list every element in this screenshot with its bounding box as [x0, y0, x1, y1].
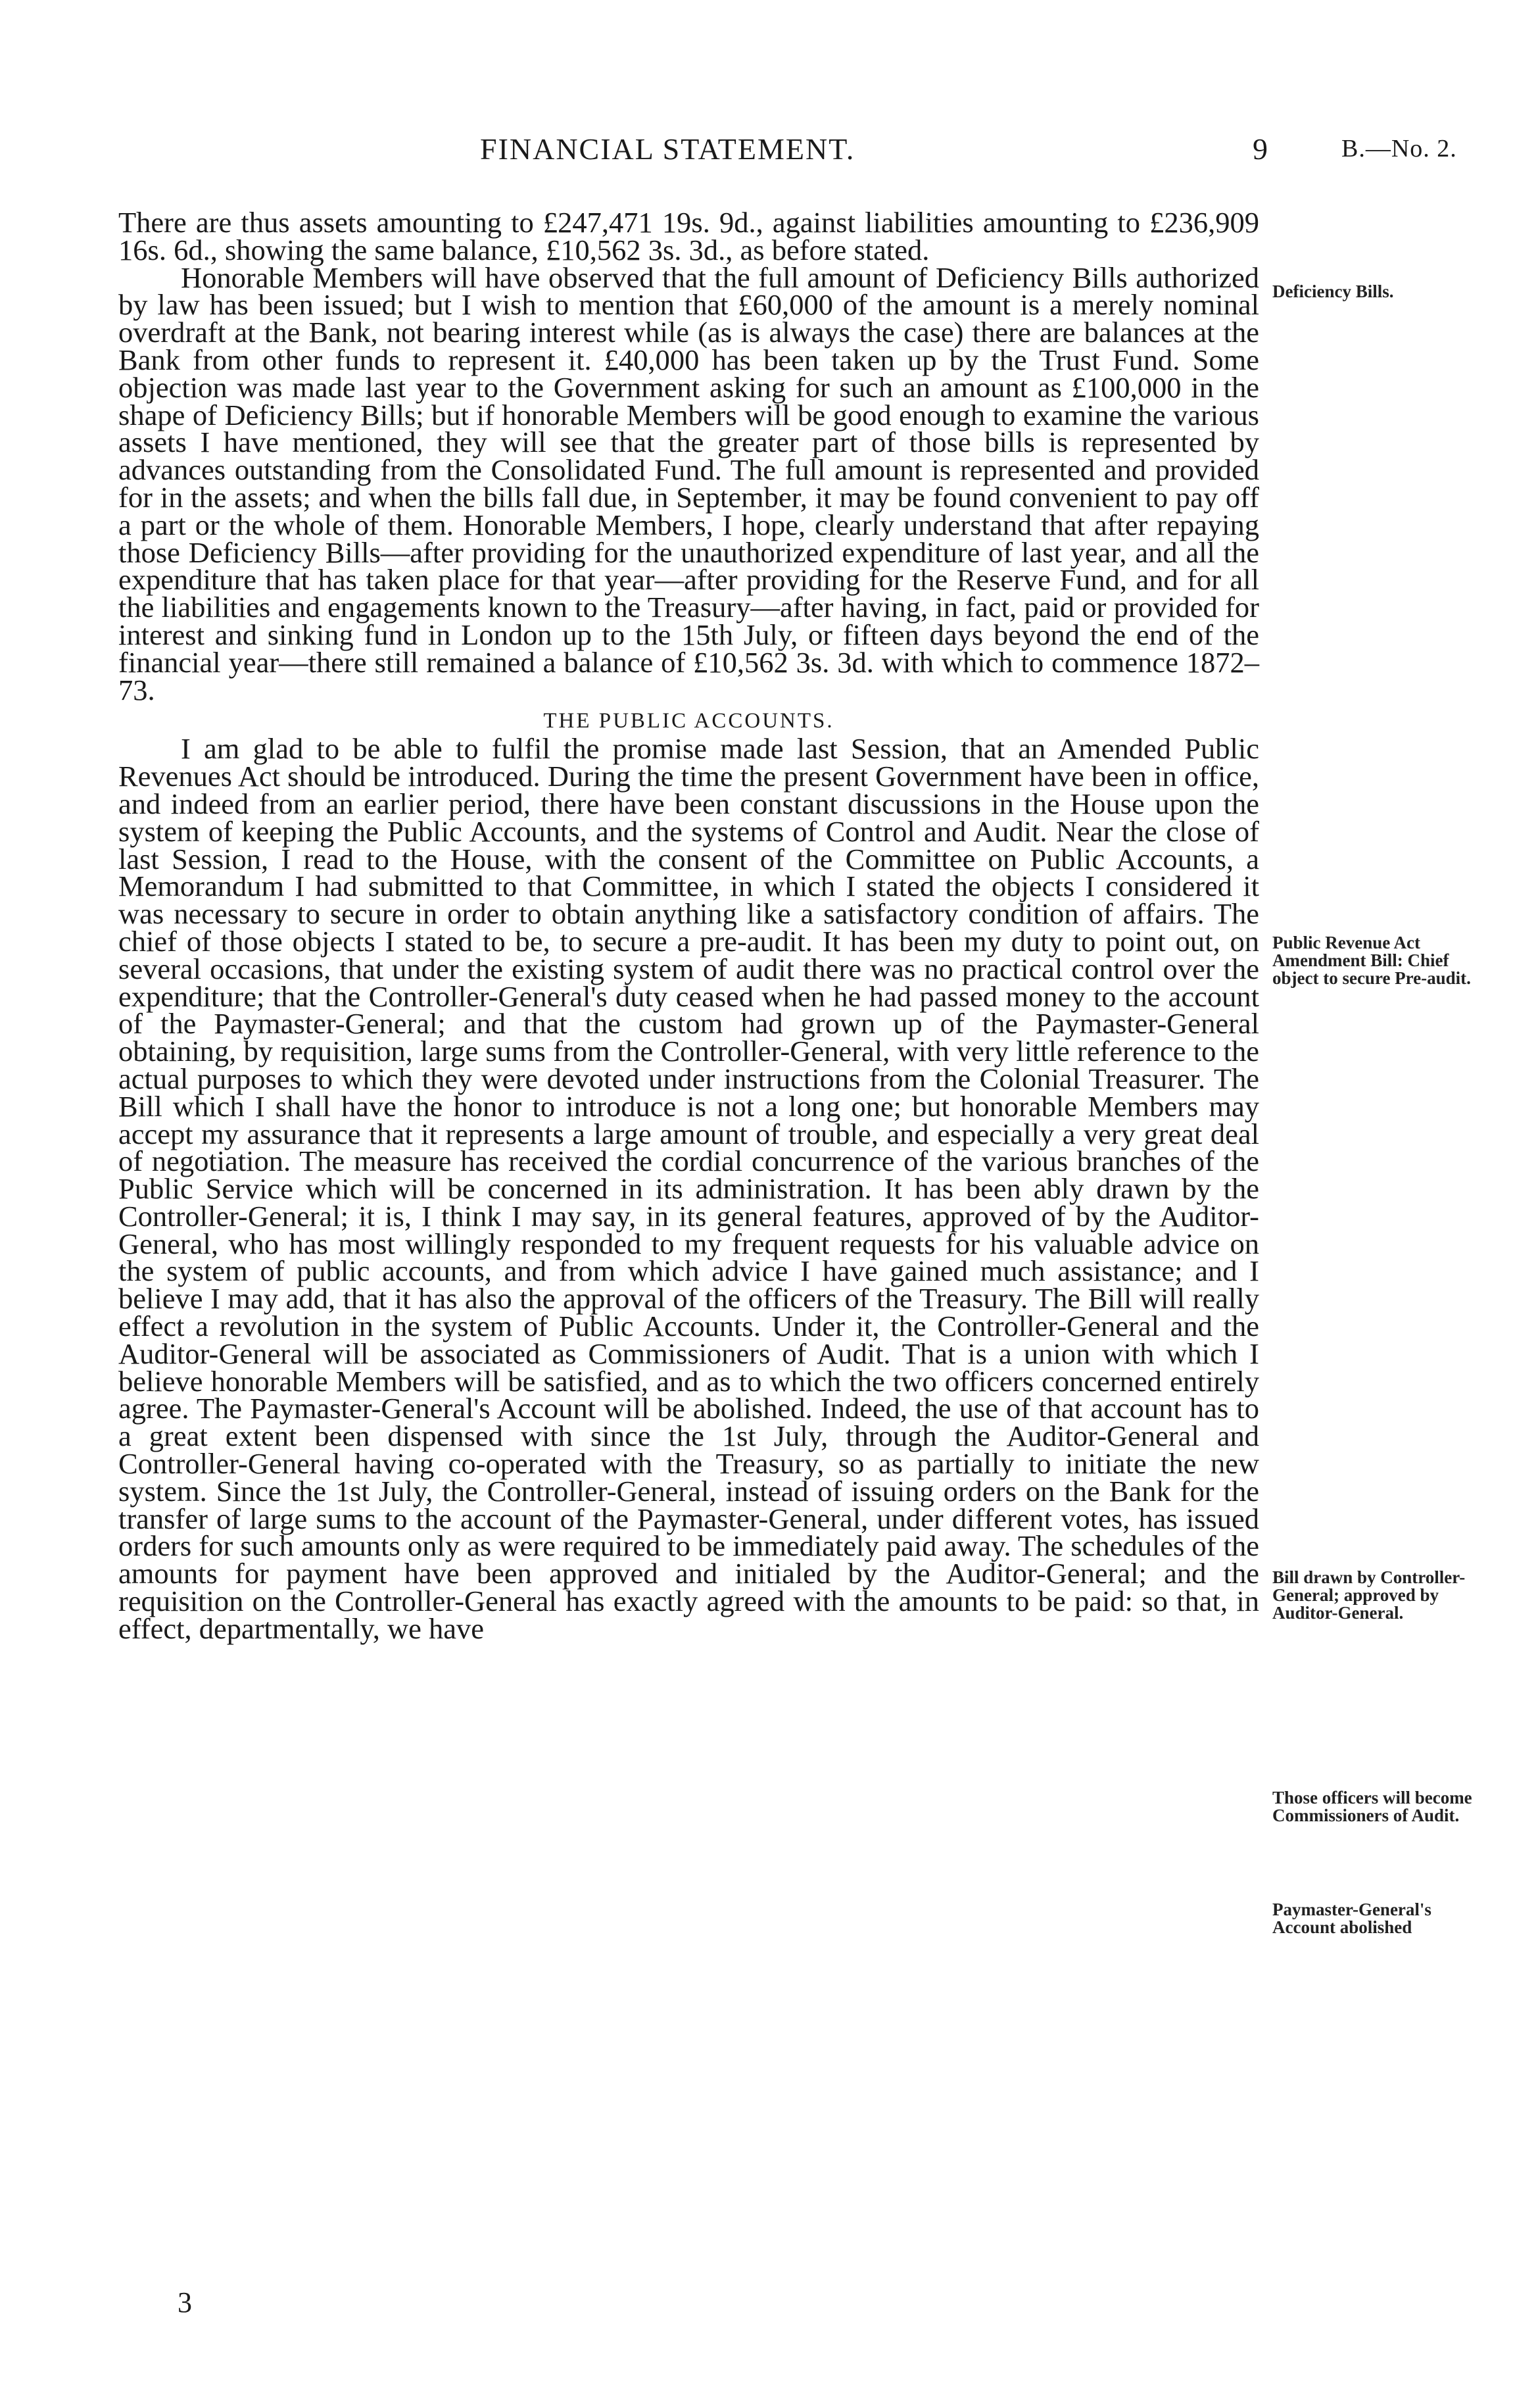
sidenote-commissioners: Those officers will become Commissioners of Audit.: [1272, 1788, 1472, 1825]
sidenote-public-revenue-act: Public Revenue Act Amendment Bill: Chief object to secure Pre-audit.: [1272, 933, 1471, 988]
paragraph-deficiency-bills: Honorable Members will have observed that the full amount of Deficiency Bills authorized by law has been issued; but I wish to mention that £60,000 of the amount is a merely nominal overdraft at the Bank, not bearing interest while (as is always the case) there are balances at the Bank from other funds to represent it. £40,000 has been taken up by the Trust Fund. Some objection was made last year to the Government asking for such an amount as £100,000 in the shape of Deficiency Bills; but if honorable Members will be good enough to examine the various assets I have mentioned, they will see that the greater part of those bills is represented by advances outstanding from the Consolidated Fund. The full amount is represented and provided for in the assets; and when the bills fall due, in September, it may be found convenient to pay off a part or the whole of them. Honorable Members, I hope, clearly understand that after repaying those Deficiency Bills—after providing for the unauthorized expenditure of last year, and all the expenditure that has taken place for that year—after providing for the Reserve Fund, and for all the liabilities and engagements known to the Treasury—after having, in fact, paid or provided for interest and sinking fund in London up to the 15th July, or fifteen days beyond the end of the financial year—there still remained a balance of £10,562 3s. 3d. with which to commence 1872–73.: [118, 260, 1259, 706]
sidenote-paymaster-abolished: Paymaster-General's Account abolished: [1272, 1900, 1431, 1937]
signature-mark: 3: [178, 2286, 192, 2319]
paper-number: B.—No. 2.: [1341, 135, 1457, 162]
sidenote-deficiency-bills: Deficiency Bills.: [1272, 282, 1394, 301]
paragraph-assets-summary: There are thus assets amounting to £247,471 19s. 9d., against liabilities amounting to £236,909 16s. 6d., showing the same balance, £10,562 3s. 3d., as before stated.: [118, 206, 1259, 266]
paragraph-public-accounts: I am glad to be able to fulfil the promise made last Session, that an Amended Public Revenues Act should be introduced. During the time the present Government have been in office, and indeed from an earlier period, there have been constant discussions in the House upon the system of keeping the Public Accounts, and the systems of Control and Audit. Near the close of last Session, I read to the House, with the consent of the Committee on Public Accounts, a Memorandum I had submitted to that Committee, in which I stated the objects I considered it was necessary to secure in order to obtain anything like a satisfactory condition of affairs. The chief of those objects I stated to be, to secure a pre-audit. It has been my duty to point out, on several occasions, that under the existing system of audit there was no practical control over the expenditure; that the Controller-General's duty ceased when he had passed money to the account of the Paymaster-General; and that the custom had grown up of the Paymaster-General obtaining, by requisition, large sums from the Controller-General, with very little reference to the actual purposes to which they were devoted under instructions from the Colonial Treasurer. The Bill which I shall have the honor to introduce is not a long one; but honorable Members may accept my assurance that it represents a large amount of trouble, and especially a very great deal of negotiation. The measure has received the cordial concurrence of the various branches of the Public Service which will be concerned in its administration. It has been ably drawn by the Controller-General; it is, I think I may say, in its general features, approved of by the Auditor-General, who has most willingly responded to my frequent requests for his valuable advice on the system of public accounts, and from which advice I have gained much assistance; and I believe I may add, that it has also the approval of the officers of the Treasury. The Bill will really effect a revolution in the system of Public Accounts. Under it, the Controller-General and the Auditor-General will be associated as Commissioners of Audit. That is a union with which I believe honorable Members will be satisfied, and as to which the two officers concerned entirely agree. The Paymaster-General's Account will be abolished. Indeed, the use of that account has to a great extent been dispensed with since the 1st July, through the Auditor-General and Controller-General having co-operated with the Treasury, so as partially to initiate the new system. Since the 1st July, the Controller-General, instead of issuing orders on the Bank for the transfer of large sums to the account of the Paymaster-General, under different votes, has issued orders for such amounts only as were required to be immediately paid away. The schedules of the amounts for payment have been approved and initialed by the Auditor-General; and the requisition on the Controller-General has exactly agreed with the amounts to be paid: so that, in effect, departmentally, we have: [118, 732, 1259, 1645]
running-header: [118, 132, 1473, 184]
sidenote-bill-drawn: Bill drawn by Controller-General; approved by Auditor-General.: [1272, 1567, 1466, 1623]
section-heading: THE PUBLIC ACCOUNTS.: [543, 709, 834, 733]
main-text: [118, 206, 1259, 1645]
page-title: FINANCIAL STATEMENT.: [480, 132, 855, 166]
page-number: 9: [1253, 132, 1268, 166]
